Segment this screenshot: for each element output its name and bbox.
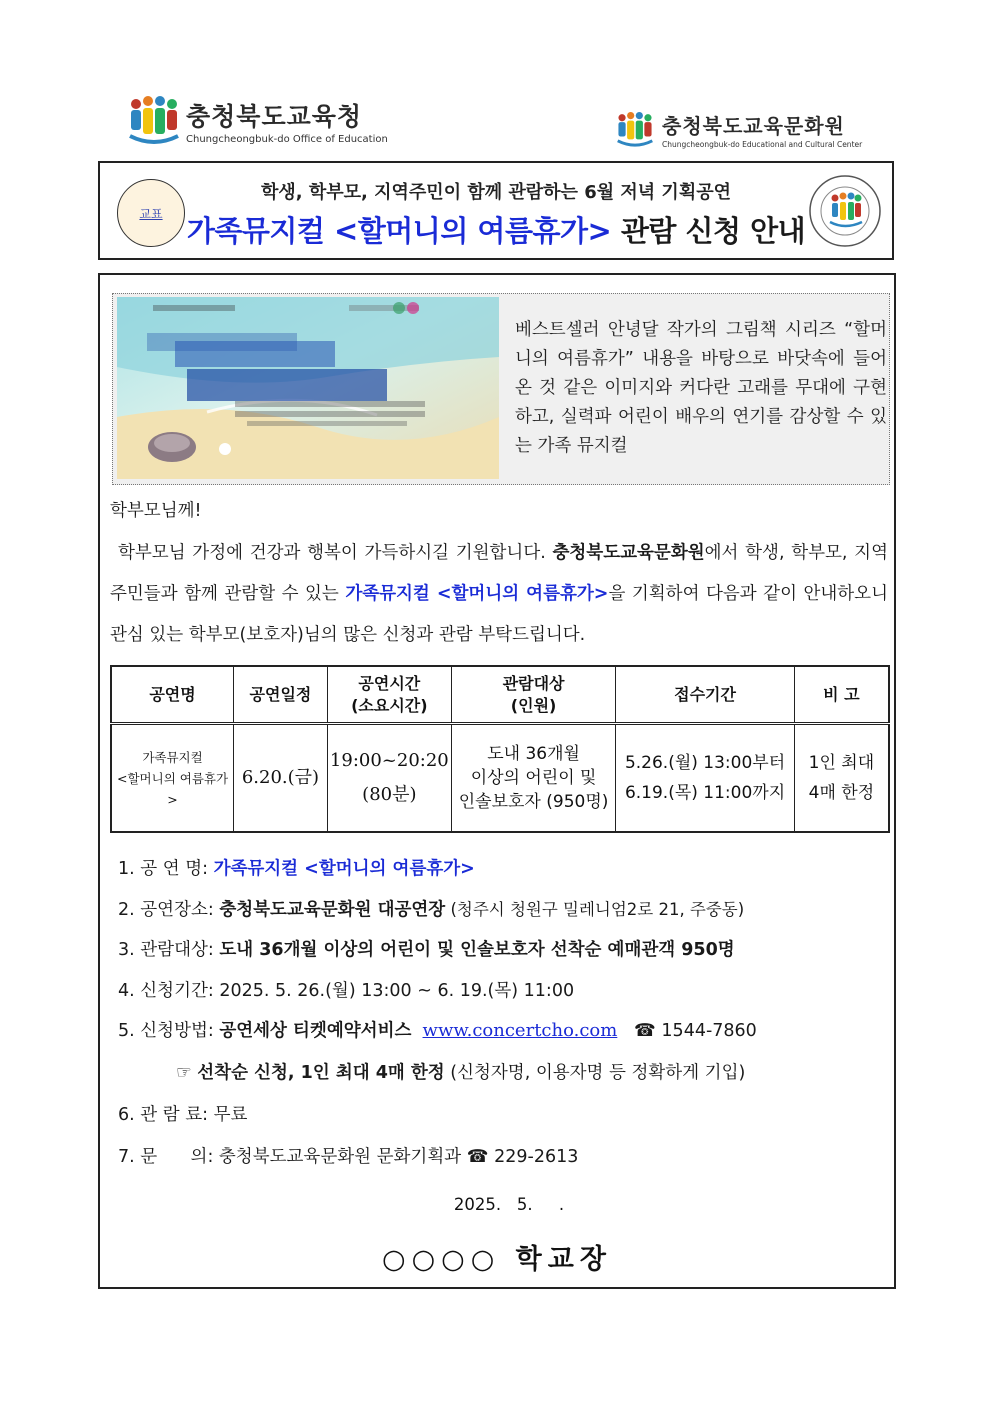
cell-period [616,724,794,833]
detail-item-audience-label: 3. 관람대상: [118,940,220,960]
office-of-education-logo [126,96,388,146]
detail-item-fee [118,1101,247,1126]
letter-org: 충청북도교육문화원 [552,543,705,563]
cell-name-line1: 가족뮤지컬 [142,749,203,765]
detail-item-venue-label: 2. 공연장소: [118,900,220,920]
detail-item-audience [118,936,735,961]
col-audience-line2: (인원) [510,695,557,715]
col-note: 비 고 [794,666,889,724]
cell-name-line2: <할머니의 여름휴가> [117,770,229,807]
principal-signature: ○○○○ 학교장 [382,1244,612,1275]
letter-show: 가족뮤지컬 <할머니의 여름휴가> [345,584,609,604]
cultural-center-name-en: Chungcheongbuk-do Educational and Cultural Center [662,140,863,149]
detail-item-venue [118,896,744,921]
detail-item-period [118,977,574,1002]
application-note-bold: 선착순 신청, 1인 최대 4매 한정 [197,1063,445,1083]
school-badge: 교표 [117,179,185,247]
title-box [98,161,894,260]
detail-item-method [118,1017,757,1042]
cultural-center-logo [612,110,862,149]
performance-table [110,665,890,833]
promo-panel [112,293,890,485]
col-period: 접수기간 [616,666,794,724]
detail-item-method-value: 공연세상 티켓예약서비스 [219,1021,412,1041]
cell-audience-line3: 인솔보호자 (950명) [458,792,609,812]
ticket-site-link[interactable]: www.concertcho.com [422,1020,618,1041]
notice-body [98,273,896,1289]
col-time [327,666,451,724]
pointing-hand-icon: ☞ [176,1063,192,1083]
detail-item-title-label: 1. 공 연 명: [118,859,214,879]
detail-item-fee-value: 무료 [213,1105,248,1125]
contact-phone-number: 229-2613 [494,1147,579,1167]
cell-note [794,724,889,833]
col-time-line2: (소요시간) [351,695,428,715]
table-row [111,724,889,833]
col-date: 공연일정 [234,666,328,724]
education-office-name: 충청북도교육청 [186,102,363,131]
phone-icon: ☎ [634,1021,656,1041]
page-title-rest: 관람 신청 안내 [611,214,806,248]
cell-time-line1: 19:00~20:20 [329,750,449,771]
detail-item-contact-label: 7. 문 의: [118,1147,219,1167]
table-header-row [111,666,889,724]
detail-item-period-label: 4. 신청기간: [118,981,220,1001]
cell-time-line2: (80분) [362,784,417,805]
application-note-extra: (신청자명, 이용자명 등 정확하게 기입) [444,1063,746,1083]
page-title [100,209,892,250]
cell-period-line1: 5.26.(월) 13:00부터 [624,753,786,773]
detail-item-period-value: 2025. 5. 26.(월) 13:00 ~ 6. 19.(목) 11:00 [219,981,575,1001]
detail-item-venue-value: 충청북도교육문화원 대공연장 [219,900,446,920]
cell-note-line2: 4매 한정 [808,783,875,803]
cell-note-line1: 1인 최대 [808,753,875,773]
detail-item-contact [118,1143,578,1168]
phone-icon: ☎ [466,1147,489,1167]
promo-description: 베스트셀러 안녕달 작가의 그림책 시리즈 “할머니의 여름휴가” 내용을 바탕으로 바닷속에 들어온 것 같은 이미지와 커다란 고래를 무대에 구현하고, 실력파 어린이 배우의 연기를 감상할 수 있는 가족 뮤지컬 [515,320,887,456]
musical-poster-image [117,297,499,479]
letter-part-1: 학부모님 가정에 건강과 행복이 가득하시길 기원합니다. [118,543,553,563]
detail-item-fee-label: 6. 관 람 료: [118,1105,214,1125]
letter-part-2: 에서 학생, 학부모, 지역주민들과 함께 관람할 수 있는 [110,543,888,604]
col-time-line1: 공연시간 [358,673,421,693]
page-title-show: 가족뮤지컬 <할머니의 여름휴가> [186,214,612,248]
detail-item-contact-value: 충청북도교육문화원 문화기획과 [218,1147,462,1167]
letter-paragraph [110,533,888,656]
col-audience-line1: 관람대상 [502,673,565,693]
cultural-center-emblem-icon [612,112,658,148]
greeting: 학부모님께! [110,501,202,521]
application-note [176,1059,745,1084]
cell-date: 6.20.(금) [234,724,328,833]
education-office-name-en: Chungcheongbuk-do Office of Education [186,134,388,145]
cultural-center-seal-icon [808,174,882,248]
col-name: 공연명 [111,666,234,724]
detail-item-title [118,855,475,880]
cell-name [111,724,234,833]
col-audience [451,666,615,724]
document-date: 2025. 5. . [453,1195,565,1214]
detail-item-audience-value: 도내 36개월 이상의 어린이 및 인솔보호자 선착순 예매관객 950명 [219,940,735,960]
cell-audience [451,724,615,833]
detail-item-title-value: 가족뮤지컬 <할머니의 여름휴가> [213,859,475,879]
cell-period-line2: 6.19.(목) 11:00까지 [624,783,786,803]
cultural-center-name: 충청북도교육문화원 [662,114,845,138]
cell-audience-line2: 이상의 어린이 및 [470,768,597,788]
ticket-phone-number: 1544-7860 [661,1021,757,1041]
title-subtitle: 학생, 학부모, 지역주민이 함께 관람하는 6월 저녁 기획공연 [261,182,731,203]
education-office-emblem-icon [126,96,182,146]
letter-part-3: 을 기획하여 다음과 같이 안내하오니 관심 있는 학부모(보호자)님의 많은 신청과 관람 부탁드립니다. [110,584,888,645]
cell-audience-line1: 도내 36개월 [487,744,580,764]
detail-item-method-label: 5. 신청방법: [118,1021,220,1041]
cell-time [327,724,451,833]
detail-item-venue-address: (청주시 청원구 밀레니엄2로 21, 주중동) [445,900,745,919]
